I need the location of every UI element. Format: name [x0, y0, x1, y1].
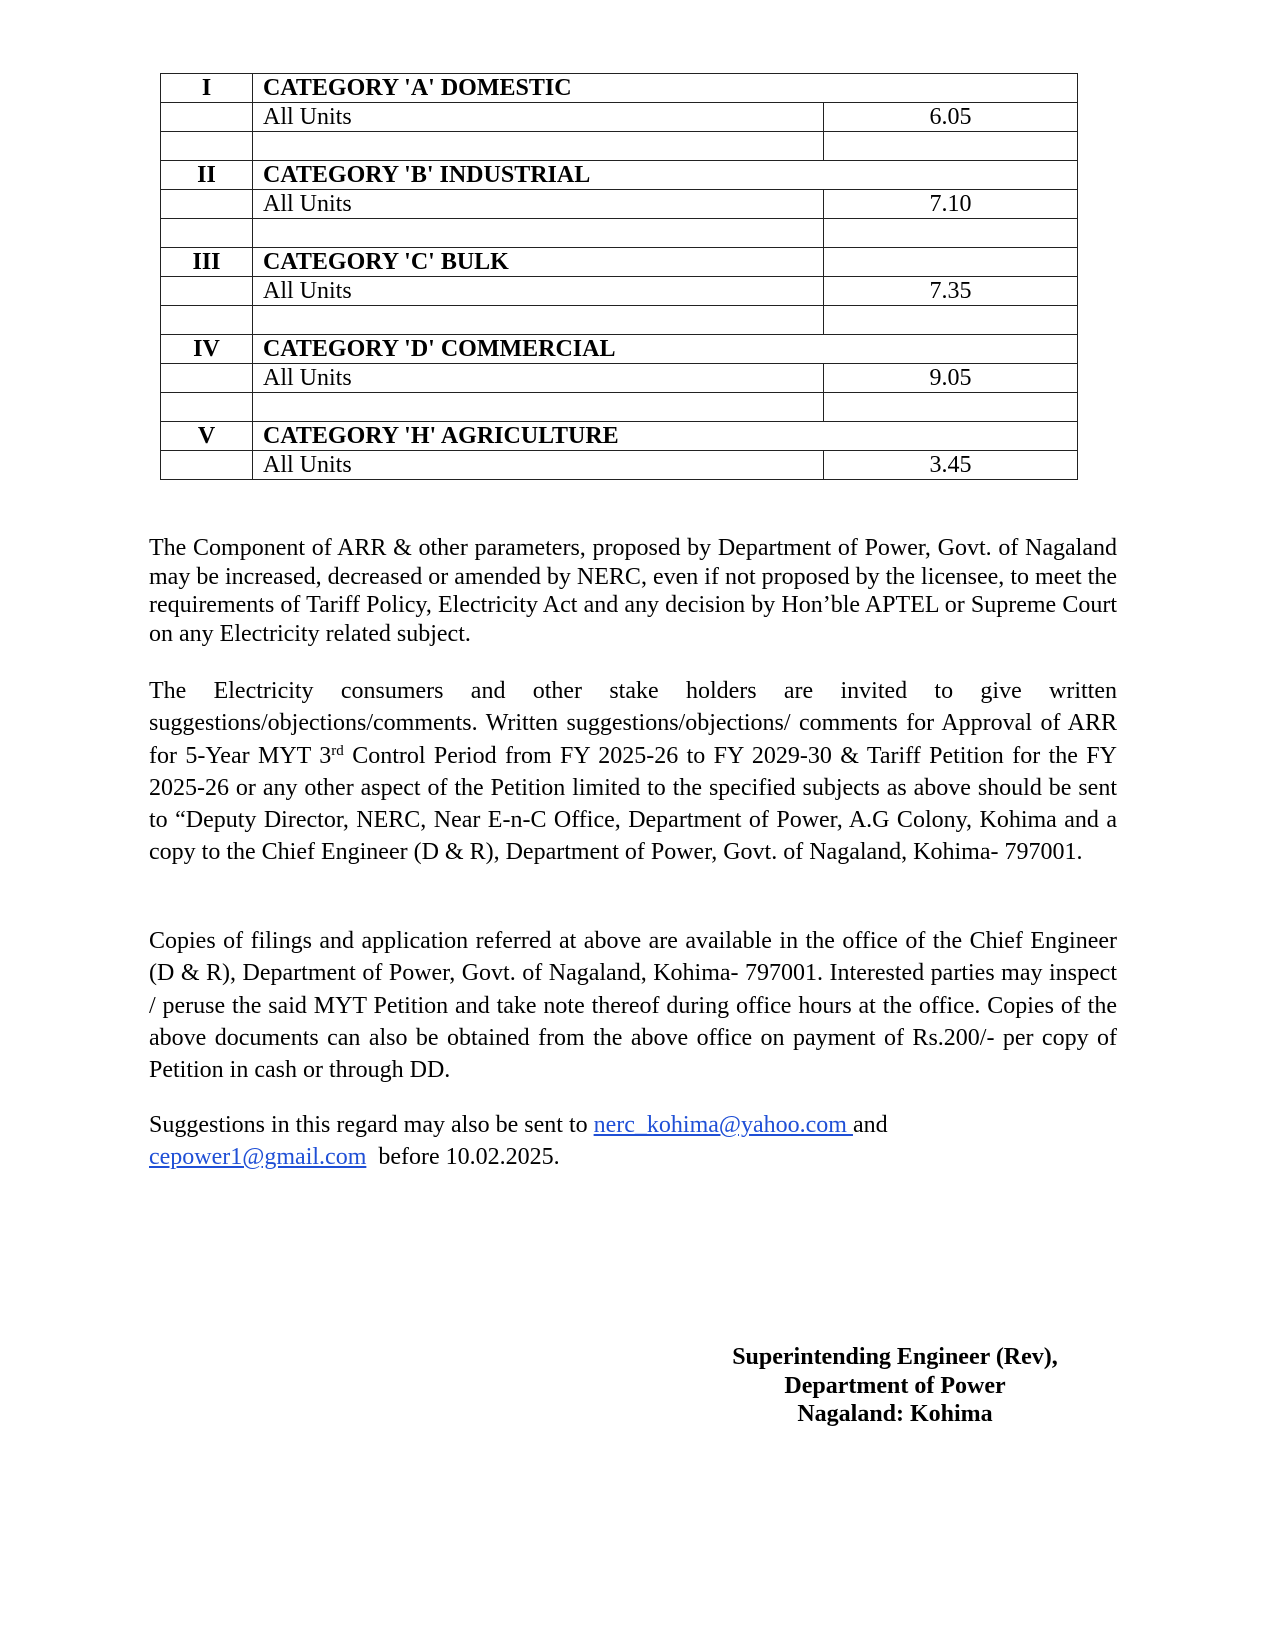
- tariff-value-cell: 7.35: [824, 277, 1078, 306]
- email-link-nerc[interactable]: nerc_kohima@yahoo.com: [593, 1112, 853, 1138]
- signature-location: Nagaland: Kohima: [797, 1401, 993, 1427]
- paragraph-invitation: [149, 675, 1117, 869]
- row-number-cell: [161, 219, 253, 248]
- table-row: [161, 248, 1078, 277]
- tariff-value-cell: 7.10: [824, 190, 1078, 219]
- tariff-value-cell: [824, 132, 1078, 161]
- tariff-value-cell: [824, 393, 1078, 422]
- row-number-cell: V: [161, 422, 253, 451]
- table-row: [161, 277, 1078, 306]
- units-label-cell: All Units: [253, 103, 824, 132]
- row-number-cell: III: [161, 248, 253, 277]
- invitation-text-end: Control Period from FY 2025-26 to FY 2029-30 & Tariff Petition for the FY 2025-26 or any other aspect of the Petition limited to the specified subjects as above should be sent to “Deputy Director, NERC, Near E-n-C Office, Department of Power, A.G Colony, Kohima and a copy to the Chief Engineer (D & R), Department of Power, Govt. of Nagaland, Kohima- 797001.: [149, 742, 1117, 866]
- row-number-cell: [161, 393, 253, 422]
- suggestions-intro: Suggestions in this regard may also be sent to: [149, 1112, 594, 1138]
- table-row: [161, 219, 1078, 248]
- row-number-cell: [161, 364, 253, 393]
- row-number-cell: [161, 132, 253, 161]
- category-heading-cell: CATEGORY 'D' COMMERCIAL: [253, 335, 1078, 364]
- table-row: [161, 103, 1078, 132]
- units-label-cell: All Units: [253, 364, 824, 393]
- tariff-value-cell: [824, 248, 1078, 277]
- tariff-table-body: [161, 74, 1078, 480]
- table-row: [161, 190, 1078, 219]
- tariff-value-cell: 9.05: [824, 364, 1078, 393]
- signature-title: Superintending Engineer (Rev),: [732, 1344, 1058, 1370]
- units-label-cell: All Units: [253, 277, 824, 306]
- invitation-text-start: The Electricity consumers and other stake holders are invited to give written suggestions/objections/comments. Written suggestions/objections/ comments for Approval of ARR for 5-Year MYT 3: [149, 678, 1117, 769]
- ordinal-suffix: rd: [331, 742, 344, 759]
- units-label-cell: [253, 393, 824, 422]
- units-label-cell: [253, 132, 824, 161]
- units-label-cell: [253, 306, 824, 335]
- row-number-cell: [161, 277, 253, 306]
- tariff-table: [160, 73, 1078, 480]
- category-heading-cell: CATEGORY 'H' AGRICULTURE: [253, 422, 1078, 451]
- paragraph-copies-available: Copies of filings and application referred at above are available in the office of the Chief Engineer (D & R), Department of Power, Govt. of Nagaland, Kohima- 797001. Interested parties may inspect / peruse the said MYT Petition and take note thereof during office hours at the office. Copies of the above documents can also be obtained from the above office on payment of Rs.200/- per copy of Petition in cash or through DD.: [149, 928, 1117, 1084]
- signature-block: [700, 1343, 1090, 1429]
- table-row: [161, 335, 1078, 364]
- units-label-cell: All Units: [253, 451, 824, 480]
- row-number-cell: IV: [161, 335, 253, 364]
- table-row: [161, 306, 1078, 335]
- table-row: [161, 393, 1078, 422]
- table-row: [161, 74, 1078, 103]
- paragraph-arr-amendment: The Component of ARR & other parameters, proposed by Department of Power, Govt. of Nagaland may be increased, decreased or amended by NERC, even if not proposed by the licensee, to meet the requirements of Tariff Policy, Electricity Act and any decision by Hon’ble APTEL or Supreme Court on any Electricity related subject.: [149, 535, 1117, 647]
- table-row: [161, 132, 1078, 161]
- signature-department: Department of Power: [784, 1372, 1006, 1399]
- row-number-cell: [161, 451, 253, 480]
- units-label-cell: All Units: [253, 190, 824, 219]
- tariff-value-cell: 6.05: [824, 103, 1078, 132]
- tariff-value-cell: [824, 219, 1078, 248]
- row-number-cell: [161, 190, 253, 219]
- suggestions-deadline: before 10.02.2025.: [366, 1144, 560, 1170]
- tariff-value-cell: 3.45: [824, 451, 1078, 480]
- tariff-value-cell: [824, 306, 1078, 335]
- row-number-cell: II: [161, 161, 253, 190]
- table-row: [161, 422, 1078, 451]
- table-row: [161, 451, 1078, 480]
- table-row: [161, 161, 1078, 190]
- category-heading-cell: CATEGORY 'A' DOMESTIC: [253, 74, 1078, 103]
- units-label-cell: [253, 219, 824, 248]
- row-number-cell: [161, 306, 253, 335]
- category-heading-cell: CATEGORY 'C' BULK: [253, 248, 824, 277]
- row-number-cell: [161, 103, 253, 132]
- paragraph-suggestions: [149, 1109, 1117, 1173]
- email-link-cepower[interactable]: cepower1@gmail.com: [149, 1144, 367, 1170]
- row-number-cell: I: [161, 74, 253, 103]
- suggestions-and: and: [852, 1112, 888, 1138]
- table-row: [161, 364, 1078, 393]
- category-heading-cell: CATEGORY 'B' INDUSTRIAL: [253, 161, 1078, 190]
